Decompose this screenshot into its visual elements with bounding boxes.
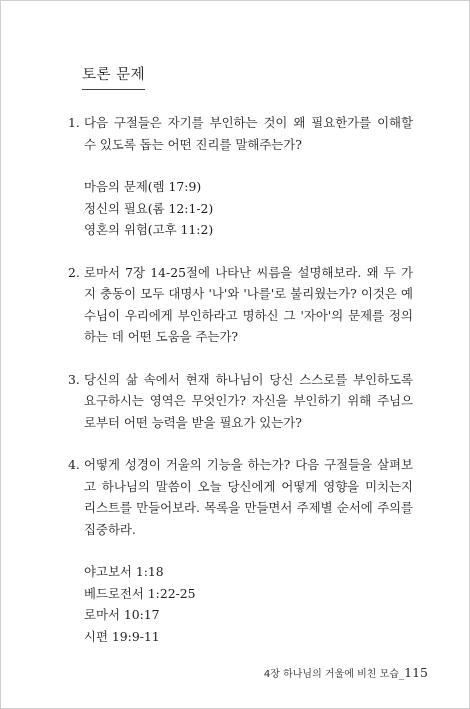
question-text: 어떻게 성경이 거울의 기능을 하는가? 다음 구절들을 살펴보고 하나님의 말씀이 오늘 당신에게 어떻게 영향을 미치는지 리스트를 만들어보라. 목록을 만들면서 주제별 순서에 주의를 집중하라. xyxy=(84,457,413,537)
reference-item: 영혼의 위험(고후 11:2) xyxy=(84,222,214,237)
reference-item: 정신의 필요(롬 12:1-2) xyxy=(84,200,214,216)
question-text: 당신의 삶 속에서 현재 하나님이 당신 스스로를 부인하도록 요구하시는 영역은 무엇인가? 자신을 부인하기 위해 주님으로부터 어떤 능력을 받을 필요가 있는가? xyxy=(84,371,413,430)
question-number: 1. xyxy=(68,115,80,130)
reference-item: 시편 19:9-11 xyxy=(84,628,160,644)
reference-list xyxy=(84,176,413,241)
chapter-title: 4장 하나님의 거울에 비친 모습 xyxy=(263,669,399,680)
question-1 xyxy=(68,112,413,155)
section-title: 토론 문제 xyxy=(82,63,145,90)
question-3 xyxy=(68,369,413,434)
footer-separator: _ xyxy=(398,668,405,680)
question-text: 다음 구절들은 자기를 부인하는 것이 왜 필요한가를 이해할 수 있도록 돕는 어떤 진리를 말해주는가? xyxy=(84,115,413,152)
reference-item: 마음의 문제(렘 17:9) xyxy=(84,179,202,194)
page-footer xyxy=(264,665,428,680)
question-number: 2. xyxy=(68,264,80,280)
reference-item: 베드로전서 1:22-25 xyxy=(84,585,196,601)
reference-item: 야고보서 1:18 xyxy=(84,564,164,579)
reference-item: 로마서 10:17 xyxy=(84,607,160,622)
question-list xyxy=(68,112,413,647)
question-text: 로마서 7장 14-25절에 나타난 씨름을 설명해보라. 왜 두 가지 충동이 모두 대명사 '나'와 '나를'로 불리웠는가? 이것은 예수님이 우리에게 부인하라고 명하신 그 '자아'의 문제를 정의하는 데 어떤 도움을 주는가? xyxy=(84,264,413,344)
reference-list xyxy=(84,561,413,647)
question-number: 4. xyxy=(68,457,80,472)
question-2 xyxy=(68,262,413,348)
question-4 xyxy=(68,454,413,540)
page-number: 115 xyxy=(404,665,428,680)
question-number: 3. xyxy=(68,371,80,387)
